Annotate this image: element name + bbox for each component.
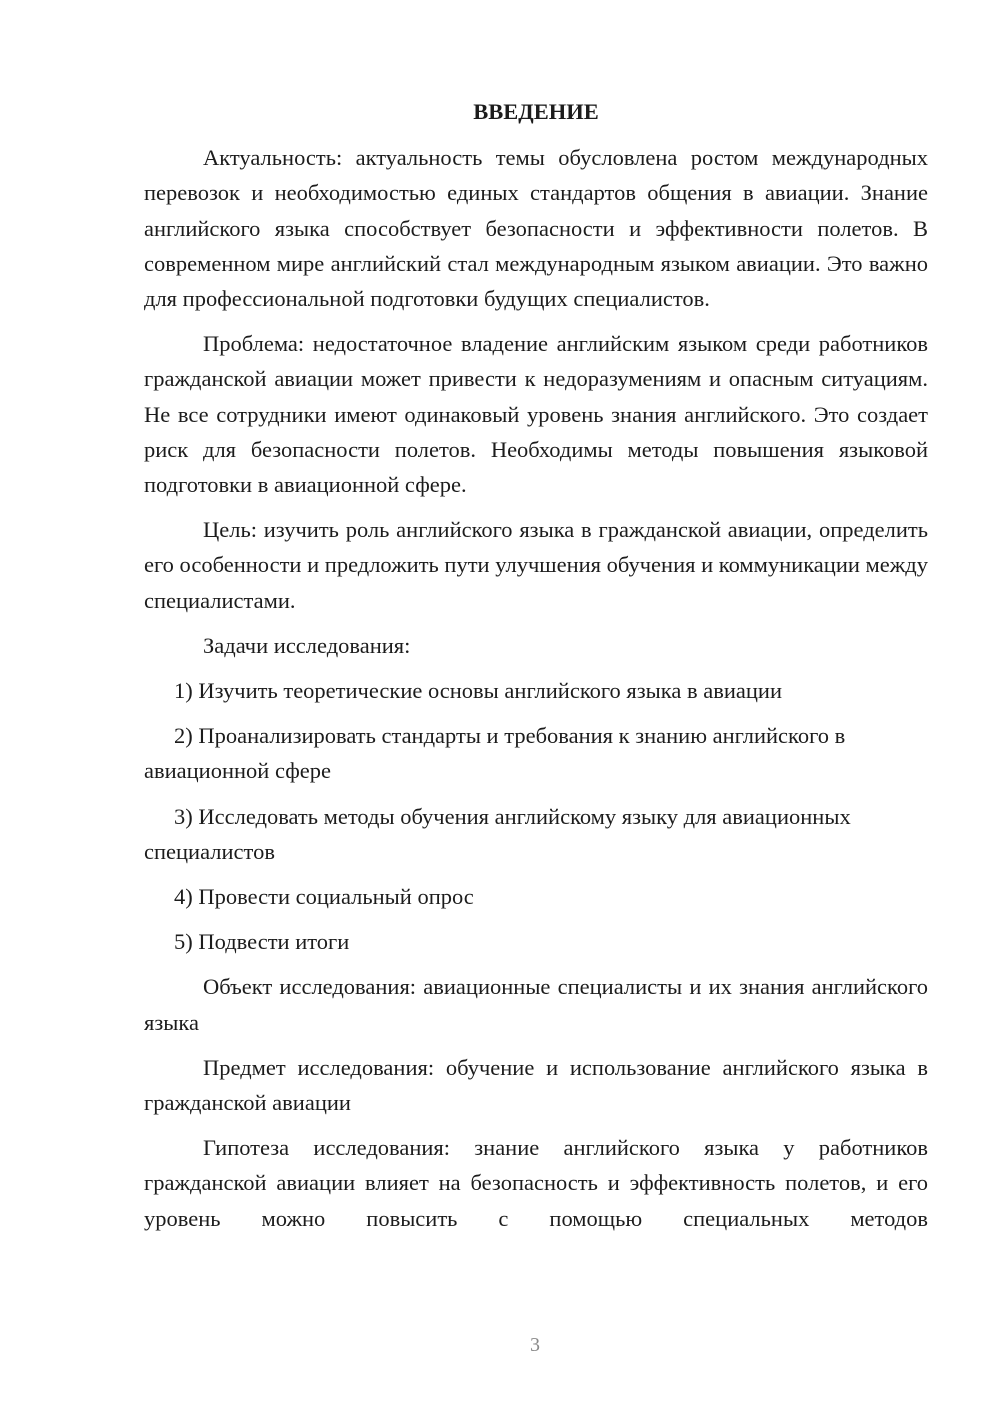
paragraph-problem: Проблема: недостаточное владение английским языком среди работников гражданской авиации может привести к недоразумениям и опасным ситуациям. Не все сотрудники имеют одинаковый уровень знания английского. Это создает риск для безопасности полетов. Необходимы методы повышения языковой подготовки в авиационной сфере. [144,331,928,498]
page-number: 3 [530,1334,540,1356]
section-title: ВВЕДЕНИЕ [473,99,599,124]
task-item-5: 5) Подвести итоги [174,929,350,955]
paragraph-hypothesis: Гипотеза исследования: знание английского языка у работников гражданской авиации влияет на безопасность и эффективность полетов, и его уровень можно повысить с помощью специальных методов [144,1135,928,1231]
paragraph-goal: Цель: изучить роль английского языка в гражданской авиации, определить его особенности и предложить пути улучшения обучения и коммуникации между специалистами. [144,517,928,613]
page-content [144,94,928,1236]
task-item-4: 4) Провести социальный опрос [174,884,474,910]
task-item-2: 2) Проанализировать стандарты и требования к знанию английского в авиационной сфере [144,723,846,784]
paragraph-subject: Предмет исследования: обучение и использование английского языка в гражданской авиации [144,1054,928,1116]
paragraph-relevance: Актуальность: актуальность темы обусловлена ростом международных перевозок и необходимостью единых стандартов общения в авиации. Знание английского языка способствует безопасности и эффективности полетов. В современном мире английский стал международным языком авиации. Это важно для профессиональной подготовки будущих специалистов. [144,145,928,312]
task-item-3: 3) Исследовать методы обучения английскому языку для авиационных специалистов [144,803,851,864]
paragraph-object: Объект исследования: авиационные специалисты и их знания английского языка [144,974,928,1035]
task-item-1: 1) Изучить теоретические основы английского языка в авиации [174,678,782,704]
tasks-heading: Задачи исследования: [203,632,411,658]
